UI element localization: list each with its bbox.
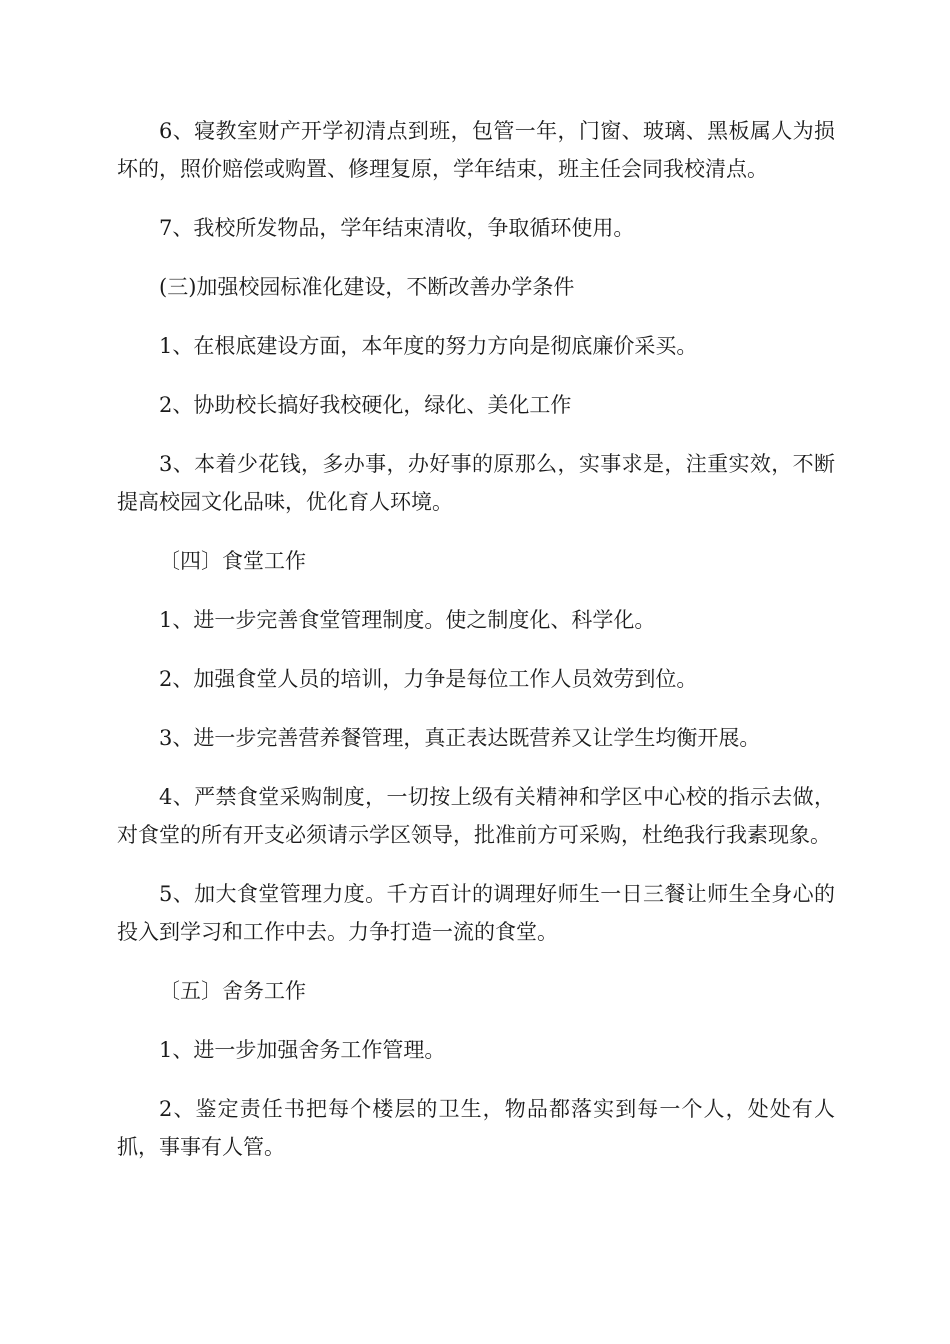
section-heading-4: 〔四〕食堂工作 xyxy=(159,549,306,573)
paragraph-item-4-purchasing: 4、严禁食堂采购制度，一切按上级有关精神和学区中心校的指示去做，对食堂的所有开支必须请示学区领导，批准前方可采购，杜绝我行我素现象。 xyxy=(117,785,835,847)
paragraph-item-2-greening: 2、协助校长搞好我校硬化，绿化、美化工作 xyxy=(159,393,572,417)
document-body xyxy=(117,112,835,1187)
paragraph-item-6-inventory: 6、寝教室财产开学初清点到班，包管一年，门窗、玻璃、黑板属人为损坏的，照价赔偿或购置、修理复原，学年结束，班主任会同我校清点。 xyxy=(117,119,835,181)
paragraph-item-1-infrastructure: 1、在根底建设方面，本年度的努力方向是彻底廉价采买。 xyxy=(159,334,698,358)
paragraph-item-7-recycling: 7、我校所发物品，学年结束清收，争取循环使用。 xyxy=(159,216,635,240)
section-heading-3: (三)加强校园标准化建设，不断改善办学条件 xyxy=(159,275,575,299)
paragraph-item-5-management: 5、加大食堂管理力度。千方百计的调理好师生一日三餐让师生全身心的投入到学习和工作中去。力争打造一流的食堂。 xyxy=(117,882,835,944)
paragraph-item-1-dormitory: 1、进一步加强舍务工作管理。 xyxy=(159,1038,446,1062)
paragraph-item-3-campus-culture: 3、本着少花钱，多办事，办好事的原那么，实事求是，注重实效，不断提高校园文化品味，优化育人环境。 xyxy=(117,452,835,514)
section-heading-5: 〔五〕舍务工作 xyxy=(159,979,306,1003)
paragraph-item-2-staff-training: 2、加强食堂人员的培训，力争是每位工作人员效劳到位。 xyxy=(159,667,698,691)
paragraph-item-1-canteen-rules: 1、进一步完善食堂管理制度。使之制度化、科学化。 xyxy=(159,608,656,632)
paragraph-item-3-nutrition: 3、进一步完善营养餐管理，真正表达既营养又让学生均衡开展。 xyxy=(159,726,761,750)
paragraph-item-2-responsibility: 2、鉴定责任书把每个楼层的卫生，物品都落实到每一个人，处处有人抓，事事有人管。 xyxy=(117,1097,835,1159)
